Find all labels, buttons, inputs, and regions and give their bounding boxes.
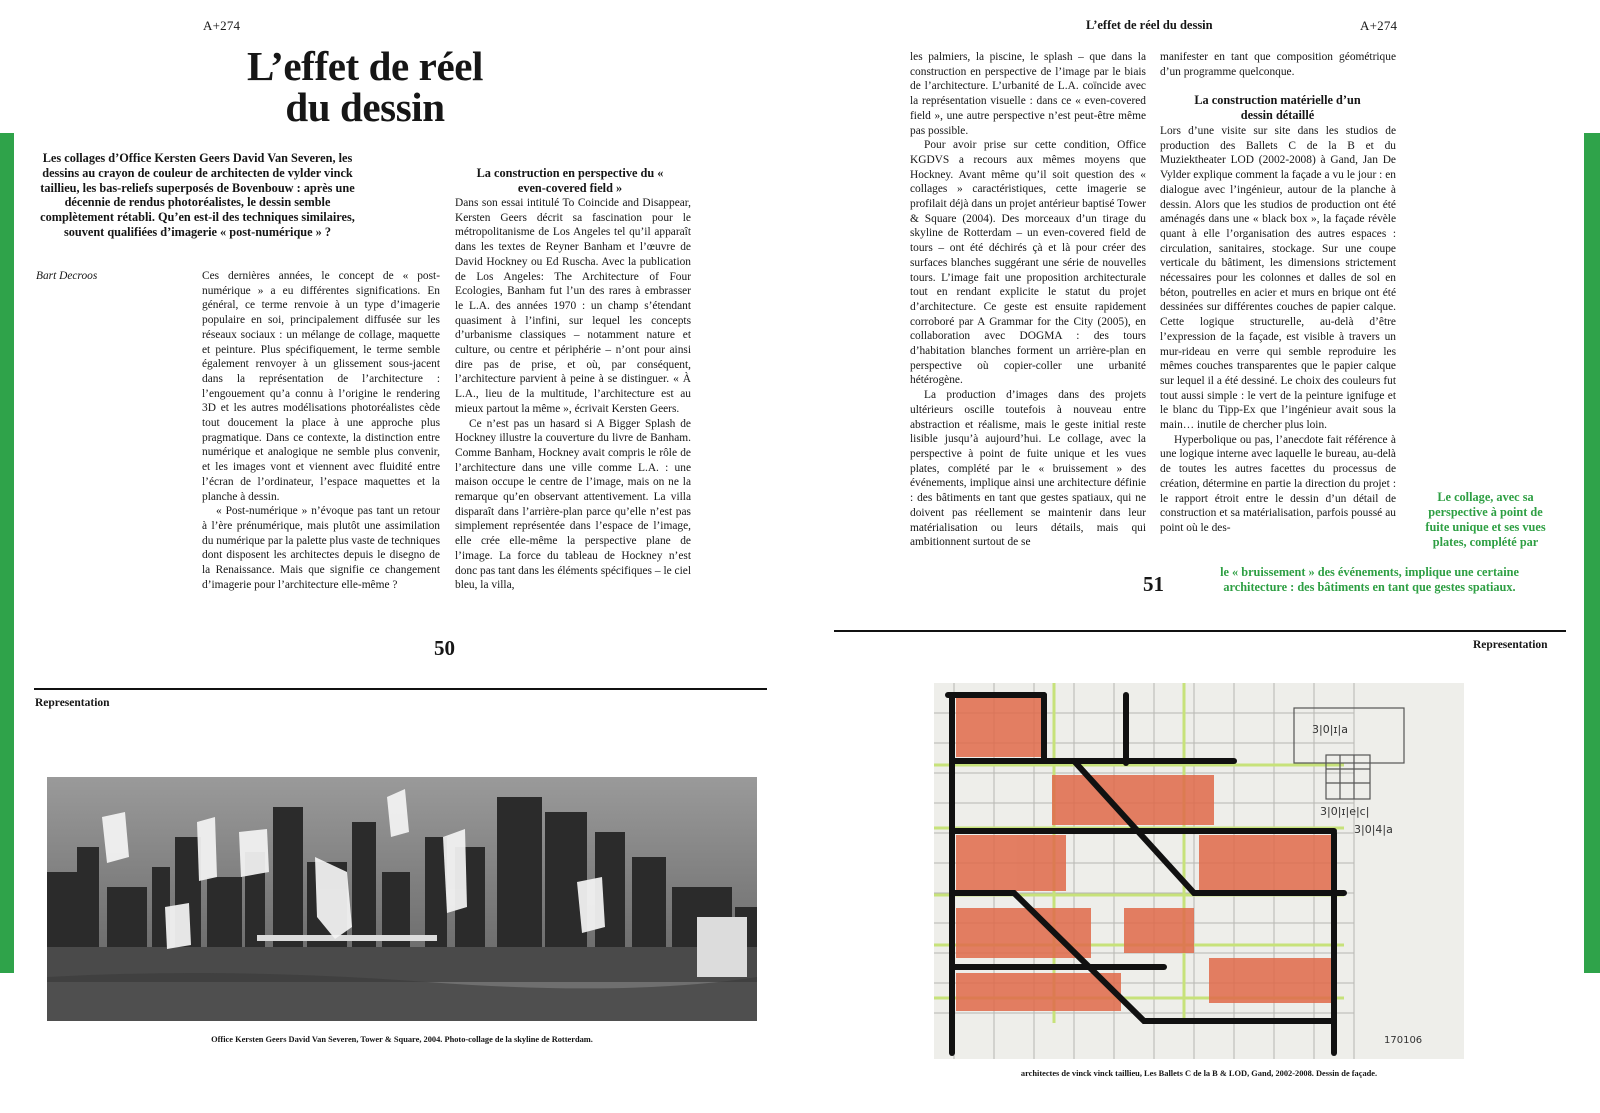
right-page-number: 51 — [1143, 572, 1164, 596]
lead-paragraph: Les collages d’Office Kersten Geers David Van Severen, les dessins au crayon de couleur de architecten de vylder vinck taillieu, les bas-reliefs superposés de Bovenbouw : après une décennie de rendus photoréalistes, le dessin semble complètement rétabli. Qu’en est-il des techniques similaires, souvent qualifiées d’imagerie « post-numérique » ? — [40, 151, 355, 239]
left-column-2-heading: La construction en perspective du « even-covered field » — [476, 166, 664, 195]
right-section-label: Representation — [1473, 639, 1548, 651]
right-column-1 — [910, 50, 1146, 550]
facade-sketch-drawing — [934, 683, 1464, 1059]
paragraph: Lors d’une visite sur site dans les studios de production des Ballets C de la B et du Muziektheater LOD (2002-2008) à Gand, Jan De Vylder explique comment la façade a vu le jour : en dialogue avec l’ingénieur, autour de la planche à dessin. Alors que les studios de production ont été aménagés dans une « black box », la façade révèle quant à elle l’organisation des autres espaces : circulation, sanitaires, stockage. Sur une coupe verticale du bâtiment, les dimensions strictement nécessaires pour les colonnes et dalles de sol en béton, poutrelles en acier et murs en brique ont été dessinées sur différentes couches de papier calque. Cette logique structurelle, au-delà d’être l’expression de la façade, est visible à travers un mur-rideau en verre qui semble reproduire les mêmes couches transparentes que le papier calque sur lequel il a été dessiné. Le choix des couleurs fut tout aussi simple : le vert de la peinture ignifuge et le blanc du Tipp-Ex que l’ingénieur avait sous la main… inutile de chercher plus loin. — [1160, 125, 1396, 432]
right-column-2-heading: La construction matérielle d’un dessin détaillé — [1194, 93, 1361, 122]
paragraph: Hyperbolique ou pas, l’anecdote fait référence à une logique interne avec laquelle le bureau, au-delà de toutes les autres facettes du processus de création, détermine en partie la direction du projet : le rapport étroit entre le dessin d’un détail de construction et sa matérialisation, parfois poussé au point où le des- — [1160, 433, 1396, 534]
sketch-note-1: 3|0|ɪ|a — [1312, 723, 1348, 736]
left-image-caption: Office Kersten Geers David Van Severen, Tower & Square, 2004. Photo-collage de la skyline de Rotterdam. — [211, 1035, 593, 1044]
collage-illustration — [47, 777, 757, 1021]
paragraph: Pour avoir prise sur cette condition, Office KGDVS a recours aux mêmes moyens que Hockney. Avant même qu’il soit question des « collages » caractéristiques, cette imagerie se profilait déjà dans un projet antérieur baptisé Tower & Square (2004). Des morceaux d’un tirage du skyline de Rotterdam – un even-covered field de tours – ont été déchirés çà et là pour créer des surfaces blanches suggérant une série de nouvelles tours. L’image fait une proposition architecturale tout en rendant explicite le statut du projet d’architecture. Ce geste est ensuite rapidement corroboré par A Grammar for the City (2005), en collaboration avec DOGMA : des tours d’habitation blanches forment un arrière-plan en perspective où copier-coller une urbanité hétérogène. — [910, 139, 1146, 387]
left-section-rule — [34, 688, 767, 690]
running-head: L’effet de réel du dessin — [1086, 18, 1213, 32]
paragraph: les palmiers, la piscine, le splash – que dans la construction en perspective de l’image par le biais de l’architecture. L’urbanité de L.A. coïncide avec la représentation visuelle : dans ce « even-covered field », une autre perspective n’est peut-être même pas possible. — [910, 51, 1146, 137]
left-folio: A+274 — [203, 18, 241, 33]
right-green-bar — [1584, 133, 1600, 973]
left-page-number: 50 — [434, 636, 455, 660]
title-line-1: L’effet de réel — [246, 43, 484, 89]
author-name: Bart Decroos — [36, 270, 98, 282]
paragraph: La production d’images dans des projets ultérieurs oscille toutefois à nouveau entre abstraction et réalisme, mais le geste initial reste lisible jusqu’à aujourd’hui. Le collage, avec la perspective à point de fuite unique et les vues plates, complété par le « bruissement » des événements, implique ainsi une architecture définie : des bâtiments en tant que gestes spatiaux, qui ne doivent pas réellement se maintenir dans leur matérialisation ou leurs détails, mais qui ambitionnent surtout de se — [910, 389, 1146, 549]
left-section-label: Representation — [35, 697, 110, 709]
paragraph: Dans son essai intitulé To Coincide and Disappear, Kersten Geers décrit sa fascination pour le métropolitanisme de Los Angeles tel qu’il apparaît dans les textes de Reyner Banham et l’œuvre de David Hockney ou Ed Ruscha. Avec la publication de Los Angeles: The Architecture of Four Ecologies, Banham fut l’un des rares à embrasser le L.A. des années 1970 : un champ s’étendant quasiment à l’infini, sur lequel les concepts d’urbanisme classiques – notamment nature et culture, ou centre et périphérie – n’ont pour ainsi dire pas de prise, et où, par conséquent, l’architecture parvient à peine à se distinguer. « À L.A., lieu de la multitude, l’architecture est au mieux partout la même », écrivait Kersten Geers. — [455, 197, 691, 415]
left-column-1 — [202, 269, 440, 592]
right-section-rule — [834, 630, 1566, 632]
right-column-2-body — [1160, 124, 1396, 536]
right-folio: A+274 — [1360, 18, 1398, 33]
sketch-illustration — [934, 683, 1464, 1059]
right-column-2 — [1160, 50, 1396, 79]
title-line-2: du dessin — [285, 84, 445, 130]
left-column-2 — [455, 196, 691, 593]
pull-quote-part-2: le « bruissement » des événements, implique une certaine architecture : des bâtiments en tant que gestes spatiaux. — [1220, 565, 1519, 594]
article-title — [190, 43, 540, 130]
paragraph: Ces dernières années, le concept de « post-numérique » a eu différentes significations. En général, ce terme renvoie à un type d’imagerie populaire en soi, principalement diffusée sur les réseaux sociaux : un mélange de collage, maquette et peinture. Plus spécifiquement, le terme semble également renvoyer à un glissement sous-jacent dans la représentation de l’architecture : l’engouement qu’a connu à l’origine le rendering 3D et les autres modélisations photoréalistes cède tout doucement la place à une approche plus pragmatique. Dans ce contexte, la distinction entre numérique et analogique ne semble plus convenir, et les images vont et viennent avec fluidité entre l’écran de l’ordinateur, l’espace maquettes et la planche à dessin. — [202, 270, 440, 503]
right-image-caption: architectes de vinck vinck taillieu, Les Ballets C de la B & LOD, Gand, 2002-2008. Dessin de façade. — [1020, 1069, 1378, 1078]
sketch-date: 170106 — [1384, 1035, 1423, 1046]
paragraph: « Post-numérique » n’évoque pas tant un retour à l’ère prénumérique, mais plutôt une assimilation du numérique par la palette plus vaste de techniques dont disposent les architectes depuis le disegno de la Renaissance. Mais que signifie ce changement d’imagerie pour l’architecture elle-même ? — [202, 505, 440, 591]
left-green-bar — [0, 133, 14, 973]
paragraph: manifester en tant que composition géométrique d’un programme quelconque. — [1160, 51, 1396, 78]
pull-quote-part-1: Le collage, avec sa perspective à point de fuite unique et ses vues plates, complété par — [1425, 490, 1546, 549]
sketch-note-2: 3|0|ɪ|e|c| — [1320, 805, 1370, 818]
paragraph: Ce n’est pas un hasard si A Bigger Splash de Hockney illustre la couverture du livre de Banham. Comme Banham, Hockney avait compris le rôle de l’architecture dans une ville comme L.A. : une maison occupe le centre de l’image, mais on ne la remarque qu’en observant attentivement. La villa disparaît dans l’arrière-plan parce qu’elle n’est pas simplement représentée dans l’espace de l’image, elle crée elle-même la perspective plane de l’image. La force du tableau de Hockney n’est donc pas tant dans les éléments spécifiques – le ciel bleu, la villa, — [455, 417, 691, 592]
sketch-note-3: 3|0|4|a — [1354, 823, 1393, 836]
rotterdam-collage-photo — [47, 777, 757, 1021]
